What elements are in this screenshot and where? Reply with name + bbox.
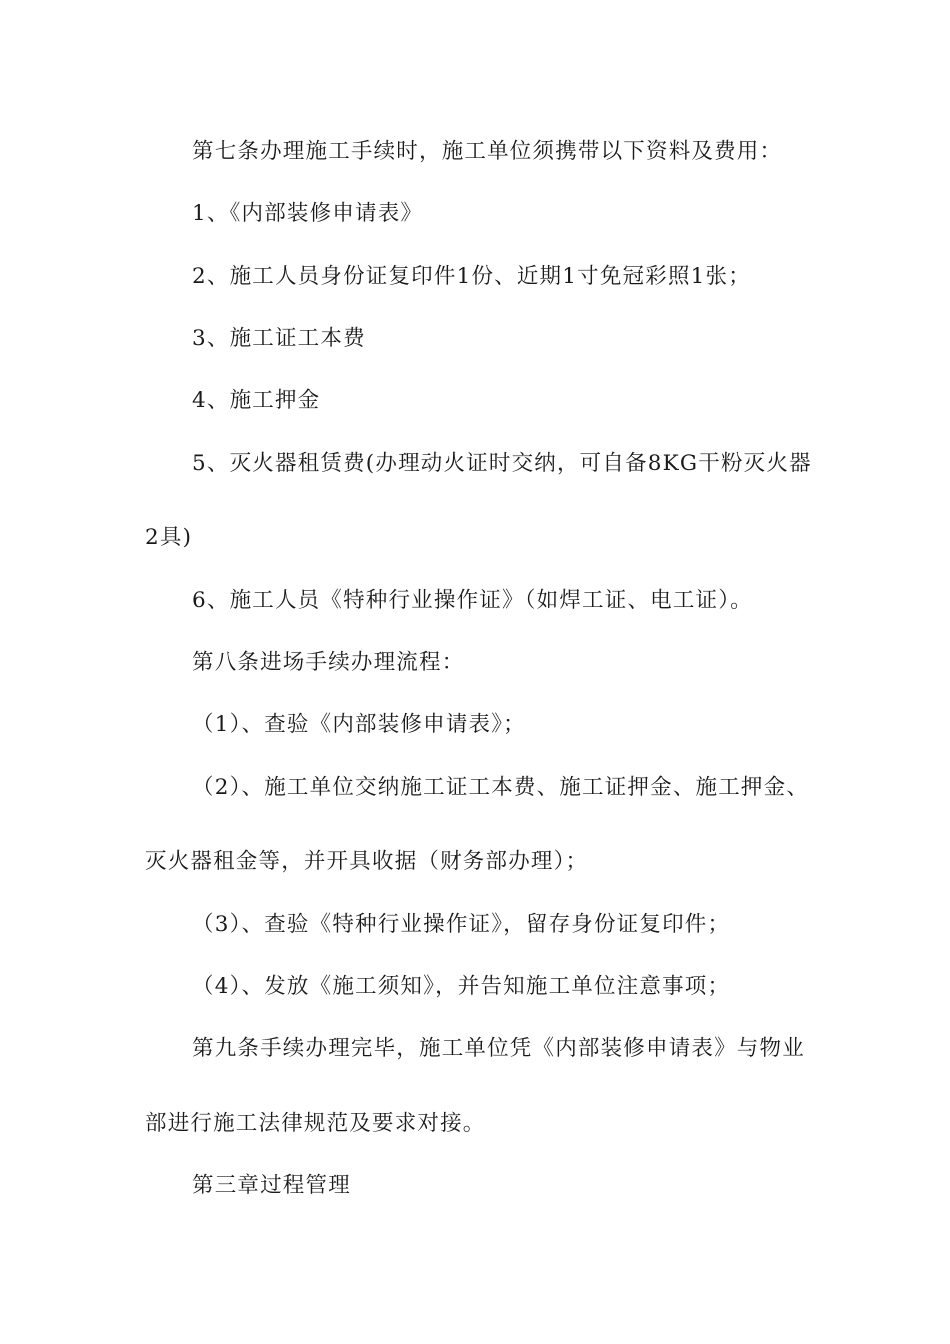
procedure-step-3: （3）、查验《特种行业操作证》，留存身份证复印件； — [192, 912, 731, 937]
list-item-5-cont: 2具) — [145, 525, 193, 550]
list-item-6: 6、施工人员《特种行业操作证》（如焊工证、电工证）。 — [192, 588, 753, 613]
list-item-5: 5、灭火器租赁费(办理动火证时交纳，可自备8KG干粉灭火器 — [192, 451, 812, 476]
list-item-1: 1、《内部装修申请表》 — [192, 201, 424, 226]
article-9-text-cont: 部进行施工法律规范及要求对接。 — [145, 1111, 486, 1136]
list-item-2: 2、施工人员身份证复印件1份、近期1寸免冠彩照1张； — [192, 264, 751, 289]
procedure-step-2-cont: 灭火器租金等，并开具收据（财务部办理）； — [145, 849, 589, 874]
list-item-3: 3、施工证工本费 — [192, 326, 366, 351]
article-9-text: 第九条手续办理完毕，施工单位凭《内部装修申请表》与物业 — [192, 1036, 805, 1061]
article-8-heading: 第八条进场手续办理流程： — [192, 650, 465, 675]
procedure-step-1: （1）、查验《内部装修申请表》； — [192, 712, 526, 737]
procedure-step-4: （4）、发放《施工须知》，并告知施工单位注意事项； — [192, 974, 731, 999]
article-7-text: 第七条办理施工手续时，施工单位须携带以下资料及费用： — [192, 139, 783, 164]
procedure-step-2: （2）、施工单位交纳施工证工本费、施工证押金、施工押金、 — [192, 775, 810, 800]
chapter-3-heading: 第三章过程管理 — [192, 1173, 351, 1198]
list-item-4: 4、施工押金 — [192, 388, 321, 413]
